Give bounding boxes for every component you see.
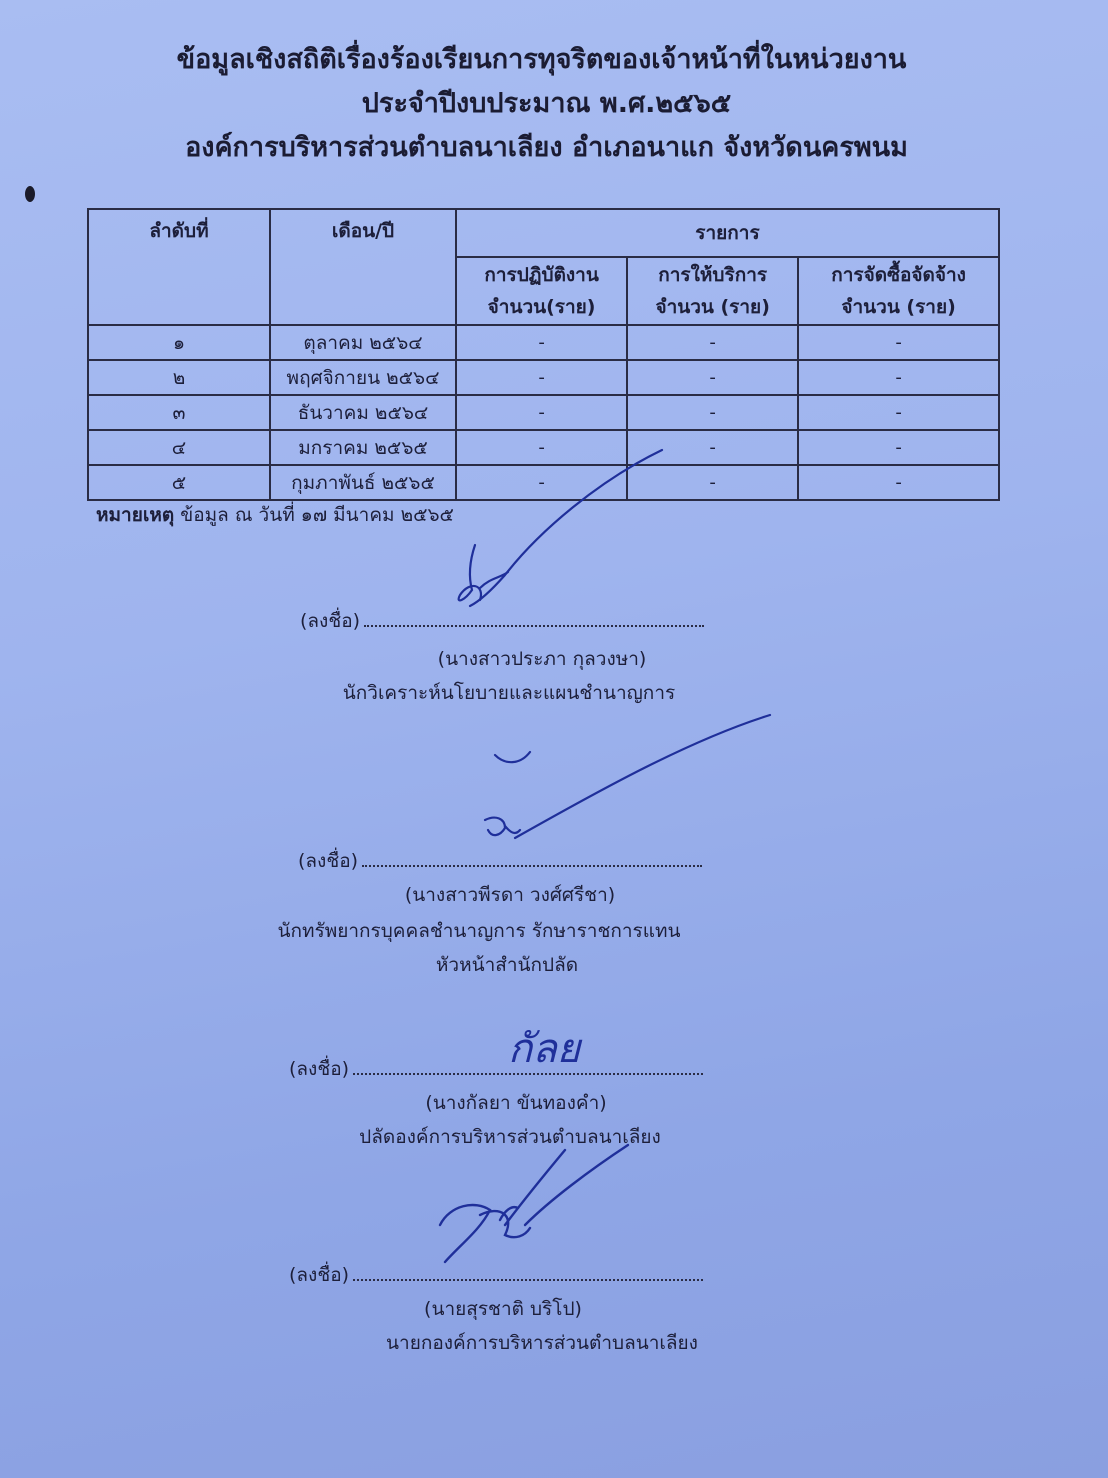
signer-position: ปลัดองค์การบริหารส่วนตำบลนาเลียง	[359, 1126, 661, 1148]
cell-service: -	[627, 325, 798, 360]
cell-month: มกราคม ๒๕๖๕	[270, 430, 456, 465]
column-header-service-unit: จำนวน (ราย)	[655, 296, 770, 318]
cell-month: กุมภาพันธ์ ๒๕๖๕	[270, 465, 456, 500]
cell-service: -	[627, 430, 798, 465]
signature-1-ink	[459, 450, 662, 606]
cell-performance: -	[456, 430, 627, 465]
cell-procurement: -	[798, 360, 999, 395]
signer-name: (นางสาวพีรดา วงศ์ศรีชา)	[404, 884, 616, 906]
cell-month: ธันวาคม ๒๕๖๔	[270, 395, 456, 430]
signer-position: นักวิเคราะห์นโยบายและแผนชำนาญการ	[342, 682, 676, 704]
sign-label: (ลงชื่อ)	[298, 850, 359, 872]
column-header-seq: ลำดับที่	[88, 209, 270, 325]
cell-service: -	[627, 465, 798, 500]
signer-position-line2: หัวหน้าสำนักปลัด	[435, 954, 579, 976]
signature-3-ink: กัลย	[508, 1026, 581, 1072]
signer-name: (นายสุรชาติ บริโป)	[424, 1298, 582, 1320]
cell-seq: ๔	[88, 430, 270, 465]
column-header-performance-unit: จำนวน(ราย)	[487, 296, 596, 318]
cell-performance: -	[456, 360, 627, 395]
cell-seq: ๒	[88, 360, 270, 395]
header-fiscal-year: ประจำปีงบประมาณ พ.ศ.๒๕๖๕	[361, 88, 732, 119]
header-title: ข้อมูลเชิงสถิติเรื่องร้องเรียนการทุจริตของเจ้าหน้าที่ในหน่วยงาน	[176, 44, 907, 75]
cell-procurement: -	[798, 465, 999, 500]
signature-4-ink	[440, 1145, 628, 1262]
column-header-month: เดือน/ปี	[270, 209, 456, 325]
cell-performance: -	[456, 395, 627, 430]
cell-service: -	[627, 360, 798, 395]
sign-label: (ลงชื่อ)	[300, 610, 361, 632]
sign-label: (ลงชื่อ)	[289, 1264, 350, 1286]
column-header-items: รายการ	[456, 209, 999, 257]
cell-performance: -	[456, 465, 627, 500]
column-header-procurement-unit: จำนวน (ราย)	[841, 296, 956, 318]
column-header-service-label: การให้บริการ	[658, 264, 768, 286]
cell-month: ตุลาคม ๒๕๖๔	[270, 325, 456, 360]
cell-performance: -	[456, 325, 627, 360]
signer-position: นายกองค์การบริหารส่วนตำบลนาเลียง	[386, 1332, 698, 1354]
note-label: หมายเหตุ	[96, 504, 175, 526]
cell-procurement: -	[798, 430, 999, 465]
cell-seq: ๑	[88, 325, 270, 360]
cell-procurement: -	[798, 395, 999, 430]
sign-label: (ลงชื่อ)	[289, 1058, 350, 1080]
cell-seq: ๓	[88, 395, 270, 430]
signature-2-ink	[485, 715, 770, 838]
cell-procurement: -	[798, 325, 999, 360]
note-text: ข้อมูล ณ วันที่ ๑๗ มีนาคม ๒๕๖๕	[174, 504, 454, 526]
column-header-performance-label: การปฏิบัติงาน	[484, 264, 599, 286]
signer-name: (นางกัลยา ขันทองคำ)	[425, 1092, 607, 1114]
cell-seq: ๕	[88, 465, 270, 500]
signer-name: (นางสาวประภา กุลวงษา)	[437, 648, 647, 670]
column-header-procurement-label: การจัดซื้อจัดจ้าง	[831, 264, 966, 286]
header-organization: องค์การบริหารส่วนตำบลนาเลียง อำเภอนาแก จังหวัดนครพนม	[185, 132, 908, 163]
cell-service: -	[627, 395, 798, 430]
signer-position: นักทรัพยากรบุคคลชำนาญการ รักษาราชการแทน	[277, 920, 681, 942]
cell-month: พฤศจิกายน ๒๕๖๔	[270, 360, 456, 395]
ink-dot	[25, 186, 35, 202]
